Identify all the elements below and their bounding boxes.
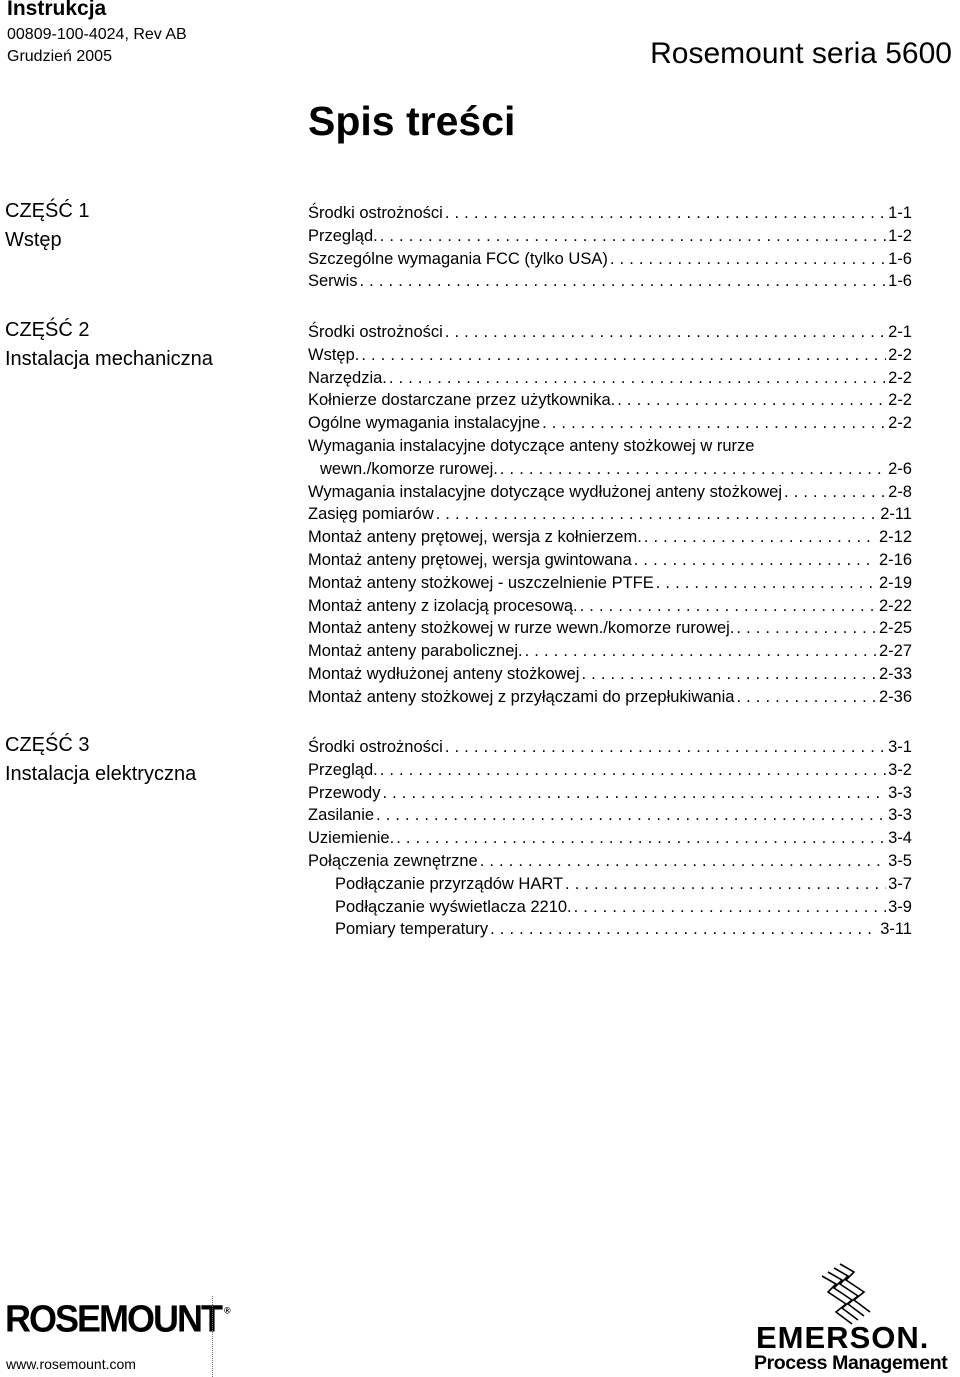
part-1-heading [5,197,89,255]
toc-entry[interactable]: Montaż anteny prętowej, wersja z kołnierzem. . . . 2-12 [308,526,912,549]
part-1-label: CZĘŚĆ 1 [5,200,90,222]
website-url[interactable]: www.rosemount.com [6,1356,136,1372]
toc-entry[interactable]: Narzędzia. . . . 2-2 [308,367,912,390]
part-2-heading [5,316,213,374]
toc-entry[interactable]: Montaż anteny z izolacją procesową. . . . 2-22 [308,595,912,618]
toc-subentry[interactable]: Podłączanie wyświetlacza 2210. . . . 3-9 [308,896,912,919]
process-management-wordmark: Process Management [754,1352,948,1374]
toc-entry[interactable]: Zasięg pomiarów . . . 2-11 [308,503,912,526]
toc-entry[interactable]: Montaż anteny stożkowej - uszczelnienie PTFE . . . 2-19 [308,572,912,595]
toc-entry-wrapped[interactable]: Wymagania instalacyjne dotyczące anteny stożkowej w rurze [308,436,755,455]
toc-entry[interactable]: Środki ostrożności . . . 3-1 [308,736,912,759]
toc-entry[interactable]: Środki ostrożności . . . 1-1 [308,202,912,225]
page-title: Spis treści [308,98,516,144]
part-3-label: CZĘŚĆ 3 [5,734,90,756]
emerson-wordmark: EMERSON. [756,1320,930,1355]
toc-subentry[interactable]: Pomiary temperatury . . . 3-11 [308,918,912,941]
part-3-name: Instalacja elektryczna [5,763,197,785]
toc-entry[interactable]: Połączenia zewnętrzne . . . 3-5 [308,850,912,873]
toc-entry[interactable]: Zasilanie . . . 3-3 [308,804,912,827]
document-type: Instrukcja [7,0,107,20]
part-1-name: Wstęp [5,229,62,251]
toc-part-3 [308,736,912,941]
toc-entry[interactable]: Montaż anteny prętowej, wersja gwintowana . . . 2-16 [308,549,912,572]
toc-entry[interactable]: Ogólne wymagania instalacyjne . . . 2-2 [308,412,912,435]
product-name: Rosemount seria 5600 [650,37,952,70]
part-3-heading [5,731,196,789]
toc-entry[interactable]: Przegląd. . . . 3-2 [308,759,912,782]
toc-entry[interactable]: Wstęp. . . . 2-2 [308,344,912,367]
toc-entry[interactable]: Serwis . . . 1-6 [308,270,912,293]
toc-entry[interactable]: Montaż anteny stożkowej w rurze wewn./komorze rurowej. . . . 2-25 [308,617,912,640]
toc-entry[interactable]: Kołnierze dostarczane przez użytkownika. . . . 2-2 [308,389,912,412]
part-2-name: Instalacja mechaniczna [5,348,213,370]
footer-divider [212,1296,214,1377]
toc-entry[interactable]: Przegląd. . . . 1-2 [308,225,912,248]
document-number: 00809-100-4024, Rev AB [7,26,187,43]
toc-entry[interactable]: Montaż anteny stożkowej z przyłączami do przepłukiwania . . . 2-36 [308,686,912,709]
toc-entry[interactable]: Uziemienie. . . . 3-4 [308,827,912,850]
toc-entry[interactable]: Przewody . . . 3-3 [308,782,912,805]
toc-entry[interactable]: Montaż anteny parabolicznej. . . . 2-27 [308,640,912,663]
part-2-label: CZĘŚĆ 2 [5,319,90,341]
rosemount-logo: ROSEMOUNT ® [5,1296,231,1340]
toc-part-2 [308,321,912,709]
toc-entry[interactable]: Szczególne wymagania FCC (tylko USA) . . . 1-6 [308,248,912,271]
toc-entry[interactable]: Wymagania instalacyjne dotyczące wydłużonej anteny stożkowej . . . 2-8 [308,481,912,504]
toc-entry[interactable]: Montaż wydłużonej anteny stożkowej . . . 2-33 [308,663,912,686]
toc-entry-continuation[interactable]: wewn./komorze rurowej. . . . 2-6 [308,458,912,481]
toc-entry[interactable]: Środki ostrożności . . . 2-1 [308,321,912,344]
document-date: Grudzień 2005 [7,48,112,65]
toc-part-1 [308,202,912,293]
toc-subentry[interactable]: Podłączanie przyrządów HART . . . 3-7 [308,873,912,896]
